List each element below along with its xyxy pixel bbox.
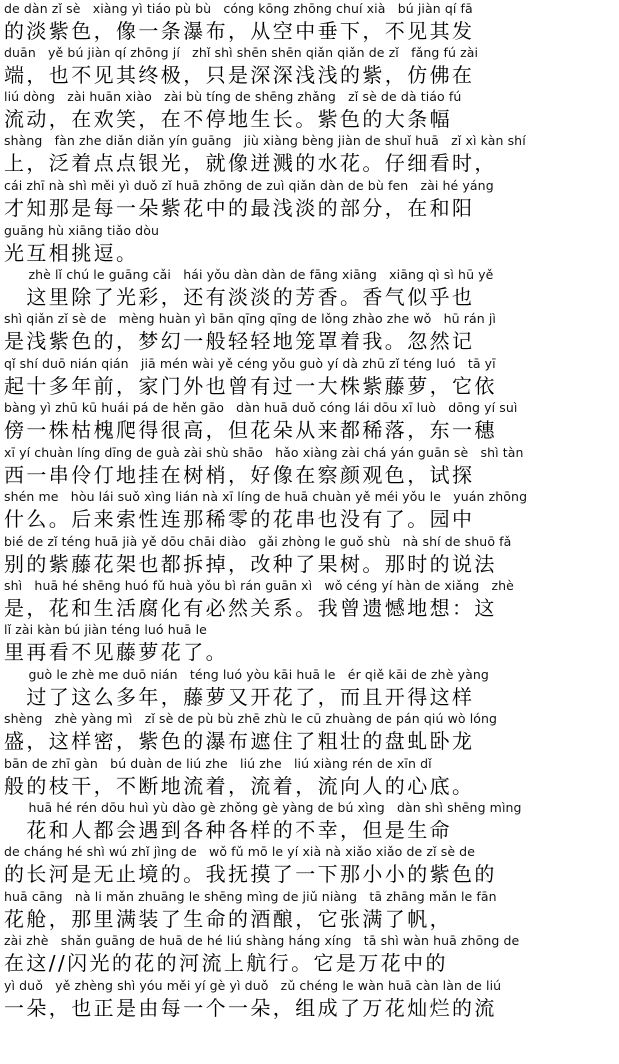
hanzi-line: 在这//闪光的花的河流上航行。它是万花中的	[4, 951, 448, 975]
hanzi-line: 才知那是每一朵紫花中的最浅淡的部分，在和阳	[4, 196, 475, 220]
text-line	[4, 621, 615, 665]
text-line	[4, 399, 615, 443]
pinyin-line: guò le zhè me duō nián téng luó yòu kāi huā le ér qiě kāi de zhè yàng	[4, 667, 489, 682]
hanzi-line: 一朵，也正是由每一个一朵，组成了万花灿烂的流	[4, 996, 497, 1020]
pinyin-line: cái zhī nà shì měi yì duǒ zǐ huā zhōng de zuì qiǎn dàn de bù fen zài hé yáng	[4, 178, 494, 193]
hanzi-line: 这里除了光彩，还有淡淡的芳香。香气似乎也	[4, 285, 475, 309]
pinyin-line: duān yě bú jiàn qí zhōng jí zhǐ shì shēn shēn qiǎn qiǎn de zǐ fǎng fú zài	[4, 45, 479, 60]
pinyin-line: zài zhè shǎn guāng de huā de hé liú shàng háng xíng tā shì wàn huā zhōng de	[4, 933, 520, 948]
pinyin-line: bàng yì zhū kū huái pá de hěn gāo dàn huā duǒ cóng lái dōu xī luò dōng yí suì	[4, 400, 518, 415]
pinyin-line: zhè lǐ chú le guāng cǎi hái yǒu dàn dàn de fāng xiāng xiāng qì sì hū yě	[4, 267, 494, 282]
text-line	[4, 932, 615, 976]
pinyin-line: shàng fàn zhe diǎn diǎn yín guāng jiù xiàng bèng jiàn de shuǐ huā zǐ xì kàn shí	[4, 133, 526, 148]
pinyin-line: qǐ shí duō nián qián jiā mén wài yě céng yǒu guò yí dà zhū zǐ téng luó tā yī	[4, 356, 496, 371]
text-line	[4, 888, 615, 932]
hanzi-line: 傍一株枯槐爬得很高，但花朵从来都稀落，东一穗	[4, 418, 497, 442]
paragraph-start-line	[4, 666, 615, 710]
paragraph-start-line	[4, 266, 615, 310]
pinyin-line: bān de zhī gàn bú duàn de liú zhe liú zhe liú xiàng rén de xīn dǐ	[4, 756, 432, 771]
hanzi-line: 般的枝干，不断地流着，流着，流向人的心底。	[4, 774, 475, 798]
hanzi-line: 里再看不见藤萝花了。	[4, 640, 228, 664]
text-line	[4, 310, 615, 354]
text-line	[4, 222, 615, 266]
hanzi-line: 光互相挑逗。	[4, 241, 139, 265]
hanzi-line: 别的紫藤花架也都拆掉，改种了果树。那时的说法	[4, 552, 497, 576]
text-line	[4, 88, 615, 132]
pinyin-line: de cháng hé shì wú zhǐ jìng de wǒ fǔ mō le yí xià nà xiǎo xiǎo de zǐ sè de	[4, 844, 476, 859]
hanzi-line: 起十多年前，家门外也曾有过一大株紫藤萝，它依	[4, 374, 497, 398]
pinyin-line: shì huā hé shēng huó fǔ huà yǒu bì rán guān xì wǒ céng yí hàn de xiǎng zhè	[4, 578, 514, 593]
text-line	[4, 177, 615, 221]
paragraph-start-line	[4, 799, 615, 843]
pinyin-line: shén me hòu lái suǒ xìng lián nà xī líng de huā chuàn yě méi yǒu le yuán zhōng	[4, 489, 528, 504]
pinyin-line: bié de zǐ téng huā jià yě dōu chāi diào gǎi zhòng le guǒ shù nà shí de shuō fǎ	[4, 534, 512, 549]
hanzi-line: 花舱，那里满装了生命的酒酿，它张满了帆，	[4, 907, 452, 931]
text-line	[4, 977, 615, 1021]
hanzi-line: 过了这么多年，藤萝又开花了，而且开得这样	[4, 685, 475, 709]
pinyin-line: huā hé rén dōu huì yù dào gè zhǒng gè yàng de bú xìng dàn shì shēng mìng	[4, 800, 522, 815]
hanzi-line: 盛，这样密，紫色的瀑布遮住了粗壮的盘虬卧龙	[4, 729, 475, 753]
pinyin-line: guāng hù xiāng tiǎo dòu	[4, 223, 159, 238]
hanzi-line: 是，花和生活腐化有必然关系。我曾遗憾地想：这	[4, 596, 497, 620]
hanzi-line: 的淡紫色，像一条瀑布，从空中垂下，不见其发	[4, 19, 475, 43]
pinyin-line: xī yí chuàn líng dīng de guà zài shù shāo hǎo xiàng zài chá yán guān sè shì tàn	[4, 445, 524, 460]
pinyin-line: de dàn zǐ sè xiàng yì tiáo pù bù cóng kōng zhōng chuí xià bú jiàn qí fā	[4, 1, 473, 16]
pinyin-line: liú dòng zài huān xiào zài bù tíng de shēng zhǎng zǐ sè de dà tiáo fú	[4, 89, 462, 104]
pinyin-line: yì duǒ yě zhèng shì yóu měi yí gè yì duǒ zǔ chéng le wàn huā càn làn de liú	[4, 978, 502, 993]
pinyin-line: shì qiǎn zǐ sè de mèng huàn yì bān qīng qīng de lǒng zhào zhe wǒ hū rán jì	[4, 311, 496, 326]
pinyin-line: huā cāng nà li mǎn zhuāng le shēng mìng de jiǔ niàng tā zhāng mǎn le fān	[4, 889, 497, 904]
text-line	[4, 710, 615, 754]
hanzi-line: 上，泛着点点银光，就像迸溅的水花。仔细看时，	[4, 151, 497, 175]
hanzi-line: 是浅紫色的，梦幻一般轻轻地笼罩着我。忽然记	[4, 329, 475, 353]
text-line	[4, 533, 615, 577]
text-line	[4, 755, 615, 799]
hanzi-line: 西一串伶仃地挂在树梢，好像在察颜观色，试探	[4, 463, 475, 487]
pinyin-line: shèng zhè yàng mì zǐ sè de pù bù zhē zhù le cū zhuàng de pán qiú wò lóng	[4, 711, 498, 726]
hanzi-line: 端，也不见其终极，只是深深浅浅的紫，仿佛在	[4, 63, 475, 87]
text-line	[4, 44, 615, 88]
text-line	[4, 488, 615, 532]
text-line	[4, 577, 615, 621]
hanzi-line: 花和人都会遇到各种各样的不幸，但是生命	[4, 818, 452, 842]
hanzi-line: 的长河是无止境的。我抚摸了一下那小小的紫色的	[4, 862, 497, 886]
text-line	[4, 843, 615, 887]
text-line	[4, 444, 615, 488]
text-line	[4, 355, 615, 399]
hanzi-line: 流动，在欢笑，在不停地生长。紫色的大条幅	[4, 107, 452, 131]
pinyin-line: lǐ zài kàn bú jiàn téng luó huā le	[4, 622, 207, 637]
text-line	[4, 132, 615, 176]
text-line	[4, 0, 615, 44]
hanzi-line: 什么。后来索性连那稀零的花串也没有了。园中	[4, 507, 475, 531]
